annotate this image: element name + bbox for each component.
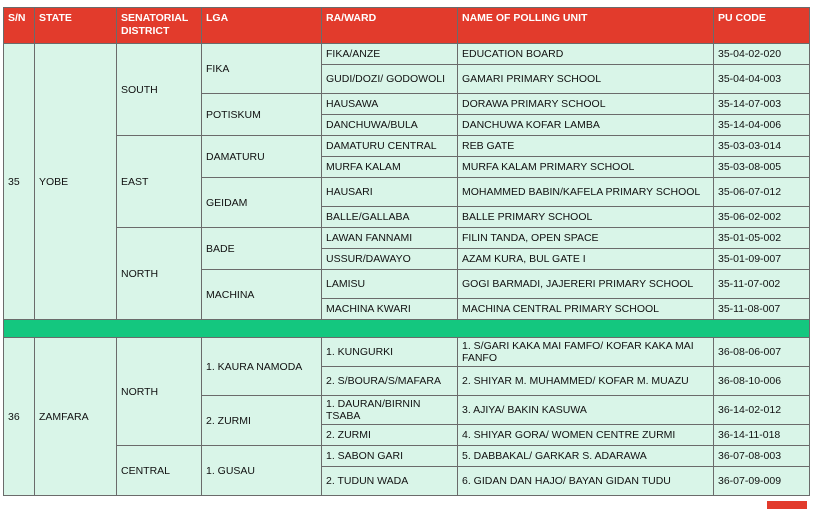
ward-cell: LAWAN FANNAMI <box>322 228 458 249</box>
table-body <box>4 44 810 496</box>
ward-cell: USSUR/DAWAYO <box>322 249 458 270</box>
ward-cell: MURFA KALAM <box>322 157 458 178</box>
sn-cell: 35 <box>4 44 35 320</box>
header-sn: S/N <box>4 8 35 44</box>
polling-unit-cell: MOHAMMED BABIN/KAFELA PRIMARY SCHOOL <box>458 178 714 207</box>
header-senatorial-district: SENATORIAL DISTRICT <box>117 8 202 44</box>
header-lga: LGA <box>202 8 322 44</box>
polling-unit-cell: MACHINA CENTRAL PRIMARY SCHOOL <box>458 299 714 320</box>
lga-cell: 2. ZURMI <box>202 396 322 446</box>
lga-cell: FIKA <box>202 44 322 94</box>
polling-unit-cell: 3. AJIYA/ BAKIN KASUWA <box>458 396 714 425</box>
header-pu-code: PU CODE <box>714 8 810 44</box>
polling-unit-cell: 2. SHIYAR M. MUHAMMED/ KOFAR M. MUAZU <box>458 367 714 396</box>
pu-code-cell: 36-07-09-009 <box>714 467 810 496</box>
table-row <box>4 44 810 65</box>
lga-cell: MACHINA <box>202 270 322 320</box>
ward-cell: HAUSARI <box>322 178 458 207</box>
pu-code-cell: 35-01-09-007 <box>714 249 810 270</box>
pu-code-cell: 35-01-05-002 <box>714 228 810 249</box>
ward-cell: 2. ZURMI <box>322 425 458 446</box>
header-polling-unit: NAME OF POLLING UNIT <box>458 8 714 44</box>
polling-unit-cell: REB GATE <box>458 136 714 157</box>
ward-cell: MACHINA KWARI <box>322 299 458 320</box>
lga-cell: DAMATURU <box>202 136 322 178</box>
ward-cell: FIKA/ANZE <box>322 44 458 65</box>
separator-bar <box>4 320 810 338</box>
polling-unit-cell: AZAM KURA, BUL GATE I <box>458 249 714 270</box>
polling-unit-cell: 6. GIDAN DAN HAJO/ BAYAN GIDAN TUDU <box>458 467 714 496</box>
state-cell: YOBE <box>35 44 117 320</box>
ward-cell: 1. SABON GARI <box>322 446 458 467</box>
senatorial-district-cell: EAST <box>117 136 202 228</box>
pu-code-cell: 36-08-06-007 <box>714 338 810 367</box>
pu-code-cell: 35-04-02-020 <box>714 44 810 65</box>
senatorial-district-cell: NORTH <box>117 338 202 446</box>
ward-cell: DANCHUWA/BULA <box>322 115 458 136</box>
polling-unit-cell: MURFA KALAM PRIMARY SCHOOL <box>458 157 714 178</box>
pu-code-cell: 36-14-02-012 <box>714 396 810 425</box>
pu-code-cell: 35-03-08-005 <box>714 157 810 178</box>
sn-cell: 36 <box>4 338 35 496</box>
ward-cell: HAUSAWA <box>322 94 458 115</box>
pu-code-cell: 35-03-03-014 <box>714 136 810 157</box>
ward-cell: GUDI/DOZI/ GODOWOLI <box>322 65 458 94</box>
table-row <box>4 338 810 367</box>
senatorial-district-cell: NORTH <box>117 228 202 320</box>
polling-unit-cell: 5. DABBAKAL/ GARKAR S. ADARAWA <box>458 446 714 467</box>
polling-unit-cell: GOGI BARMADI, JAJERERI PRIMARY SCHOOL <box>458 270 714 299</box>
corner-accent <box>767 501 807 509</box>
header-ra-ward: RA/WARD <box>322 8 458 44</box>
ward-cell: 1. KUNGURKI <box>322 338 458 367</box>
pu-code-cell: 35-04-04-003 <box>714 65 810 94</box>
ward-cell: DAMATURU CENTRAL <box>322 136 458 157</box>
header-state: STATE <box>35 8 117 44</box>
polling-unit-cell: DORAWA PRIMARY SCHOOL <box>458 94 714 115</box>
ward-cell: BALLE/GALLABA <box>322 207 458 228</box>
pu-code-cell: 36-07-08-003 <box>714 446 810 467</box>
polling-unit-table <box>3 7 810 496</box>
ward-cell: 1. DAURAN/BIRNIN TSABA <box>322 396 458 425</box>
polling-unit-cell: 4. SHIYAR GORA/ WOMEN CENTRE ZURMI <box>458 425 714 446</box>
lga-cell: 1. KAURA NAMODA <box>202 338 322 396</box>
polling-unit-cell: GAMARI PRIMARY SCHOOL <box>458 65 714 94</box>
polling-unit-cell: FILIN TANDA, OPEN SPACE <box>458 228 714 249</box>
pu-code-cell: 35-11-08-007 <box>714 299 810 320</box>
pu-code-cell: 35-06-07-012 <box>714 178 810 207</box>
table-row <box>4 228 810 249</box>
ward-cell: LAMISU <box>322 270 458 299</box>
state-separator-row <box>4 320 810 338</box>
header-row <box>4 8 810 44</box>
pu-code-cell: 35-14-07-003 <box>714 94 810 115</box>
pu-code-cell: 36-14-11-018 <box>714 425 810 446</box>
pu-code-cell: 35-11-07-002 <box>714 270 810 299</box>
table-row <box>4 446 810 467</box>
pu-code-cell: 35-14-04-006 <box>714 115 810 136</box>
pu-code-cell: 35-06-02-002 <box>714 207 810 228</box>
polling-unit-cell: DANCHUWA KOFAR LAMBA <box>458 115 714 136</box>
senatorial-district-cell: CENTRAL <box>117 446 202 496</box>
lga-cell: POTISKUM <box>202 94 322 136</box>
polling-unit-cell: EDUCATION BOARD <box>458 44 714 65</box>
state-cell: ZAMFARA <box>35 338 117 496</box>
polling-unit-cell: BALLE PRIMARY SCHOOL <box>458 207 714 228</box>
ward-cell: 2. S/BOURA/S/MAFARA <box>322 367 458 396</box>
lga-cell: 1. GUSAU <box>202 446 322 496</box>
pu-code-cell: 36-08-10-006 <box>714 367 810 396</box>
senatorial-district-cell: SOUTH <box>117 44 202 136</box>
polling-unit-cell: 1. S/GARI KAKA MAI FAMFO/ KOFAR KAKA MAI FANFO <box>458 338 714 367</box>
lga-cell: BADE <box>202 228 322 270</box>
lga-cell: GEIDAM <box>202 178 322 228</box>
table-row <box>4 136 810 157</box>
ward-cell: 2. TUDUN WADA <box>322 467 458 496</box>
